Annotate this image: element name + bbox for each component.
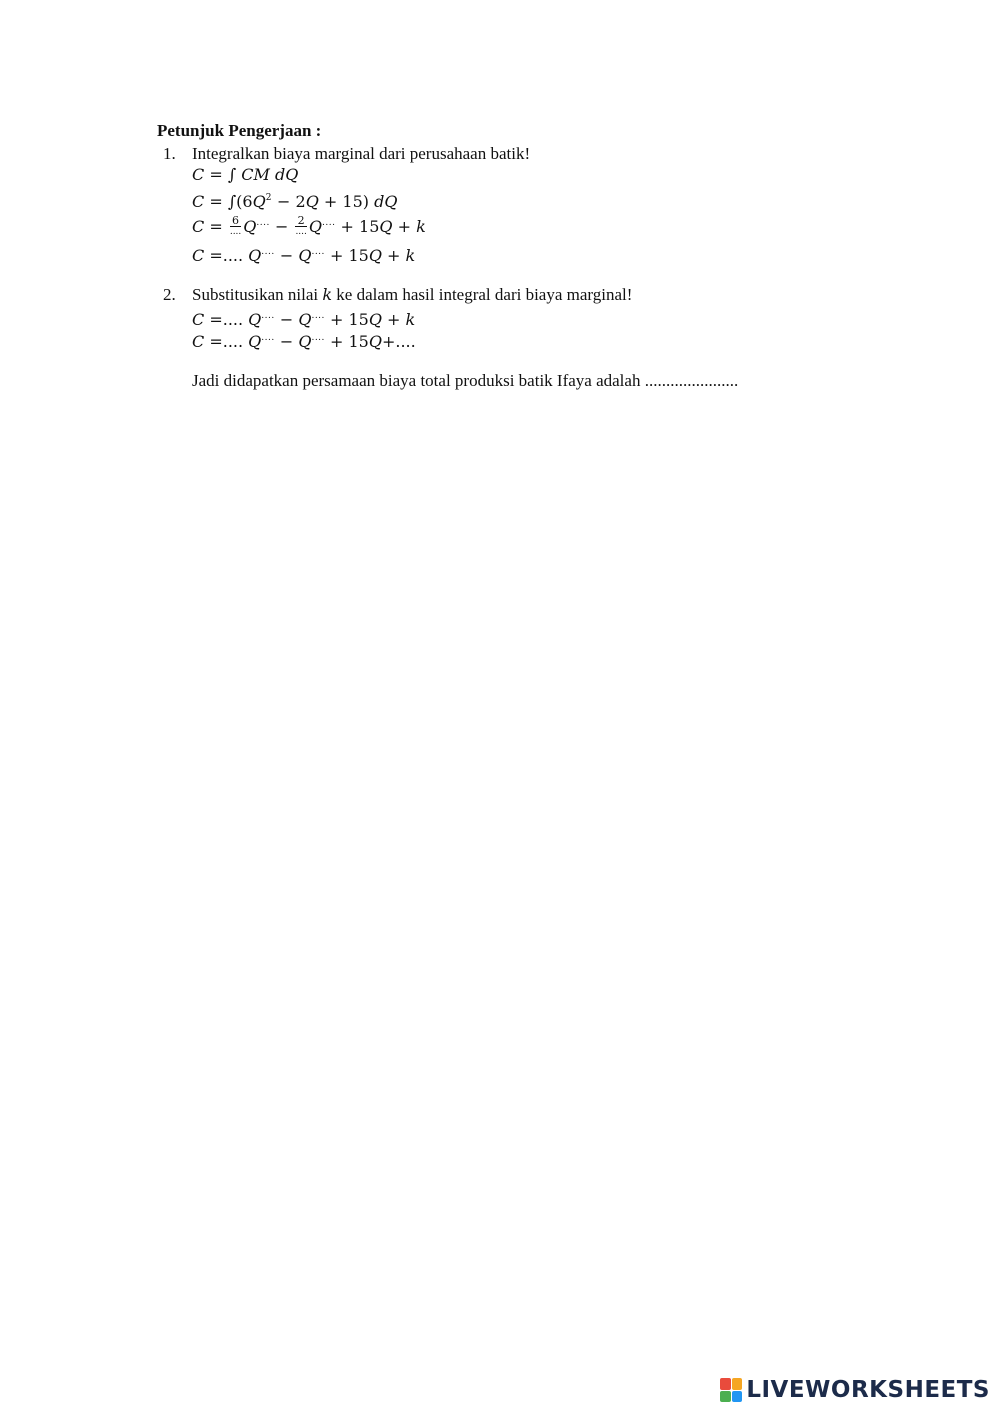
logo-icon [720, 1378, 742, 1402]
fraction-blank[interactable]: .... [229, 227, 242, 237]
liveworksheets-logo [720, 1375, 990, 1405]
exponent-blank[interactable]: .... [311, 333, 325, 343]
q1-equation-3: C = $\frac{6}{....}$ Q.... − $\frac{2}{....}$ Q.... + 15Q + k [192, 214, 426, 237]
coefficient-blank[interactable]: =.... [204, 246, 249, 265]
exponent-blank[interactable]: .... [311, 247, 325, 257]
q1-equation-2: $C = \int(6Q^2 - 2Q + 15)$ dQ [192, 192, 398, 211]
exponent-blank[interactable]: .... [261, 311, 275, 321]
fraction-6: $\frac{6}{....}$ [229, 214, 242, 237]
logo-square-red [720, 1378, 731, 1390]
exponent-blank[interactable]: .... [256, 218, 270, 228]
summary-sentence: Jadi didapatkan persamaan biaya total produksi batik Ifaya adalah ...................... [192, 371, 739, 390]
page-title: Petunjuk Pengerjaan : [157, 121, 322, 140]
constant-blank[interactable]: +.... [381, 332, 416, 351]
q1-equation-1: C = ∫ CM dQ [192, 165, 299, 184]
fraction-blank[interactable]: .... [295, 227, 307, 237]
logo-square-blue [732, 1391, 743, 1403]
coefficient-blank[interactable]: =.... [204, 332, 249, 351]
logo-square-green [720, 1391, 731, 1403]
question-1-number: 1. [163, 144, 176, 163]
q2-equation-1: C =.... Q.... − Q.... + 15Q + k [192, 310, 416, 329]
q2-equation-2: C =.... Q.... − Q.... + 15Q+.... [192, 332, 416, 351]
exponent-blank[interactable]: .... [261, 333, 275, 343]
fraction-2: $\frac{2}{....}$ [295, 214, 307, 237]
question-2-number: 2. [163, 285, 176, 304]
exponent-blank[interactable]: .... [322, 218, 336, 228]
question-1-text: Integralkan biaya marginal dari perusahaan batik! [192, 144, 531, 163]
exponent-blank[interactable]: .... [261, 247, 275, 257]
coefficient-blank[interactable]: =.... [204, 310, 249, 329]
logo-text: LIVEWORKSHEETS [746, 1377, 990, 1403]
question-2-text: Substitusikan nilai k ke dalam hasil integral dari biaya marginal! [192, 285, 633, 304]
logo-square-orange [732, 1378, 743, 1390]
q1-equation-4: C =.... Q.... − Q.... + 15Q + k [192, 246, 416, 265]
exponent-blank[interactable]: .... [311, 311, 325, 321]
